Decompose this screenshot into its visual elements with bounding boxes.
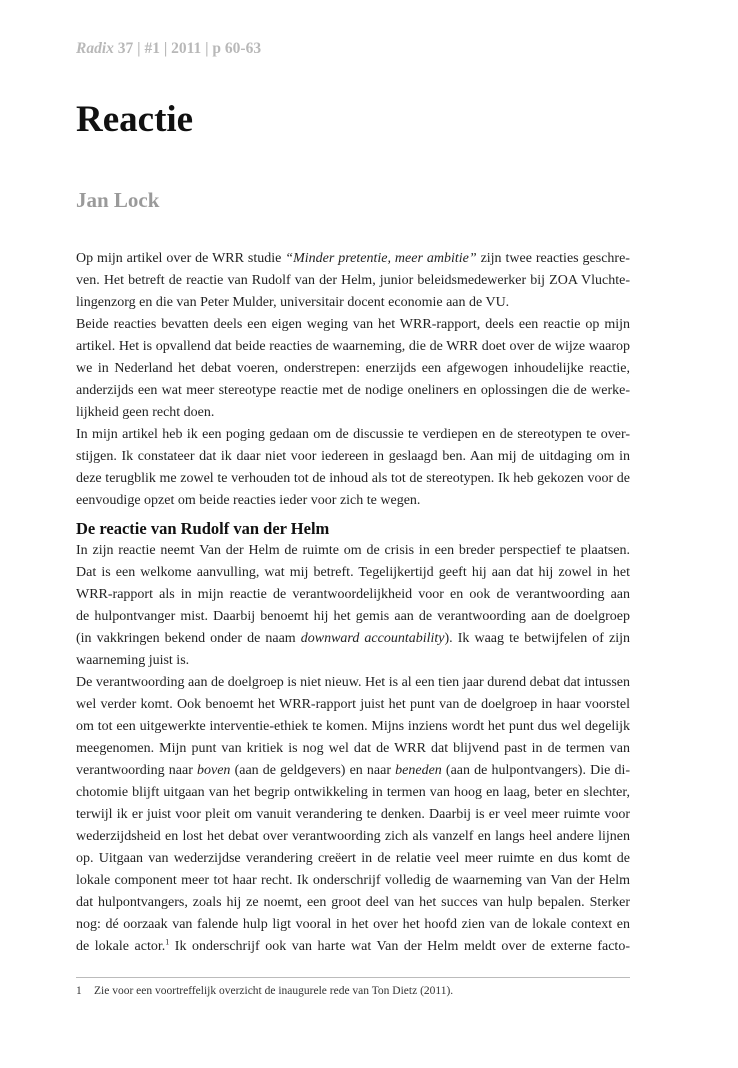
- text-run: chotomie blijft uitgaan van het begrip ontwikkeling in termen van hoog en laag, beter en slechter,: [76, 785, 630, 800]
- text-run: In zijn reactie neemt Van der Helm de ruimte om de crisis in een breder perspectief te plaatsen.: [76, 543, 630, 558]
- text-line: [76, 490, 630, 512]
- italic-text: “Minder pretentie, meer ambitie”: [285, 251, 477, 266]
- text-run: (aan de hulpontvangers). Die di-: [441, 763, 630, 778]
- text-run: verantwoording naar: [76, 763, 197, 778]
- journal-name: Radix: [76, 40, 114, 57]
- text-run: de lokale actor.: [76, 939, 166, 954]
- text-line: [76, 694, 630, 716]
- text-run: meegenomen. Mijn punt van kritiek is nog wel dat de WRR dat blijvend past in de termen van: [76, 741, 630, 756]
- text-line: [76, 270, 630, 292]
- text-run: ). Ik waag te betwijfelen of zijn: [444, 631, 630, 646]
- text-run: lingenzorg en die van Peter Mulder, universitair docent economie aan de VU.: [76, 295, 510, 310]
- text-line: [76, 314, 630, 336]
- text-run: lijkheid geen recht doen.: [76, 405, 215, 420]
- text-run: De verantwoording aan de doelgroep is niet nieuw. Het is al een tien jaar durend debat dat intussen: [76, 675, 630, 690]
- text-run: wederzijdsheid en lost het debat over verantwoording zich als vanzelf en langs heel andere lijnen: [76, 829, 630, 844]
- section-heading: De reactie van Rudolf van der Helm: [76, 519, 330, 538]
- footnote-ref: 1: [165, 937, 170, 947]
- text-line: [76, 782, 630, 804]
- italic-text: boven: [197, 763, 231, 778]
- text-run: WRR-rapport als in mijn reactie de verantwoordelijkheid voor en ook de verantwoording aan: [76, 587, 630, 602]
- paragraph: [76, 424, 630, 512]
- text-line: [76, 848, 630, 870]
- text-run: Ik onderschrijf ook van harte wat Van der Helm meldt over de externe facto-: [169, 939, 630, 954]
- text-run: dat hulpontvangers, zoals hij ze noemt, een groot deel van het succes van hulp bepalen. Sterker: [76, 895, 630, 910]
- text-line: [76, 804, 630, 826]
- text-run: deze terugblik me zowel te verhouden tot de inhoud als tot de stereotypen. Ik heb gekozen voor de: [76, 471, 630, 486]
- footnote: [76, 985, 453, 997]
- footnote-text: Zie voor een voortreffelijk overzicht de inaugurele rede van Ton Dietz (2011).: [94, 985, 454, 997]
- text-run: terwijl ik er juist voor pleit om vanuit verandering te denken. Daarbij is er veel meer ruimte voor: [76, 807, 630, 822]
- text-line: [76, 716, 630, 738]
- text-run: artikel. Het is opvallend dat beide reacties de waarneming, die de WRR doet over de wijze waarop: [76, 339, 630, 354]
- issue-info: 37 | #1 | 2011 | p 60-63: [113, 40, 262, 57]
- text-run: anderzijds een wat meer stereotype reactie met de nodige oneliners en oplossingen die de werke-: [76, 383, 630, 398]
- text-line: [76, 424, 630, 446]
- text-line: [76, 446, 630, 468]
- italic-text: beneden: [395, 763, 442, 778]
- text-line: [76, 336, 630, 358]
- text-run: stijgen. Ik constateer dat ik daar niet voor iedereen in geslaagd ben. Aan mij de uitdaging om in: [76, 449, 630, 464]
- section-text: [76, 540, 630, 958]
- text-run: Op mijn artikel over de WRR studie: [76, 251, 286, 266]
- paragraph: [76, 672, 630, 958]
- text-line: [76, 248, 630, 270]
- article-title: Reactie: [76, 99, 194, 140]
- text-run: zijn twee reacties geschre-: [476, 251, 630, 266]
- text-run: Dat is een welkome aanvulling, wat mij betreft. Tegelijkertijd geeft hij aan dat hij zowel in het: [76, 565, 630, 580]
- running-header: [76, 40, 261, 58]
- text-line: [76, 562, 630, 584]
- footnote-divider: [76, 977, 630, 978]
- text-run: de hulpontvanger mist. Daarbij benoemt hij het gemis aan de verantwoording aan de doelgroep: [76, 609, 630, 624]
- text-line: [76, 760, 630, 782]
- text-line: [76, 914, 630, 936]
- paragraph: [76, 248, 630, 314]
- text-line: [76, 584, 630, 606]
- paragraph: [76, 540, 630, 672]
- text-line: [76, 402, 630, 424]
- text-line: [76, 606, 630, 628]
- text-line: [76, 936, 630, 958]
- text-run: op. Uitgaan van wederzijdse verandering creëert in de relatie veel meer ruimte en dus komt de: [76, 851, 630, 866]
- text-run: (in vakkringen bekend onder de naam: [76, 631, 301, 646]
- text-line: [76, 672, 630, 694]
- text-run: lokale component meer tot haar recht. Ik onderschrijf volledig de waarneming van Van der Helm: [76, 873, 630, 888]
- text-line: [76, 358, 630, 380]
- text-line: [76, 292, 630, 314]
- author-name: Jan Lock: [76, 188, 160, 212]
- text-run: ven. Het betreft de reactie van Rudolf van der Helm, junior beleidsmedewerker bij ZOA Vluchte-: [76, 273, 630, 288]
- text-line: [76, 650, 630, 672]
- paragraph: [76, 314, 630, 424]
- text-line: [76, 380, 630, 402]
- text-run: wel verder komt. Ook benoemt het WRR-rapport juist het punt van de doelgroep in haar voorstel: [76, 697, 630, 712]
- italic-text: downward accountability: [300, 631, 445, 646]
- footnote-number: 1: [76, 985, 82, 997]
- text-line: [76, 540, 630, 562]
- text-line: [76, 468, 630, 490]
- intro-text: [76, 248, 630, 512]
- text-run: nog: dé oorzaak van falende hulp ligt vooral in het over het hoofd zien van de lokale context en: [76, 917, 630, 932]
- text-run: eenvoudige opzet om beide reacties ieder voor zich te wegen.: [76, 493, 421, 508]
- text-run: In mijn artikel heb ik een poging gedaan om de discussie te verdiepen en de stereotypen te over-: [76, 427, 630, 442]
- text-line: [76, 870, 630, 892]
- text-run: Beide reacties bevatten deels een eigen weging van het WRR-rapport, deels een reactie op mijn: [76, 317, 630, 332]
- text-line: [76, 826, 630, 848]
- text-run: we in Nederland het debat voeren, onderstrepen: enerzijds een afgewogen inhoudelijke reactie,: [76, 361, 630, 376]
- text-line: [76, 738, 630, 760]
- text-run: (aan de geldgevers) en naar: [230, 763, 396, 778]
- text-line: [76, 628, 630, 650]
- text-line: [76, 892, 630, 914]
- text-run: om tot een uitgewerkte interventie-ethiek te komen. Mijns inziens wordt het punt dus wel degelijk: [76, 719, 630, 734]
- text-run: waarneming juist is.: [76, 653, 190, 668]
